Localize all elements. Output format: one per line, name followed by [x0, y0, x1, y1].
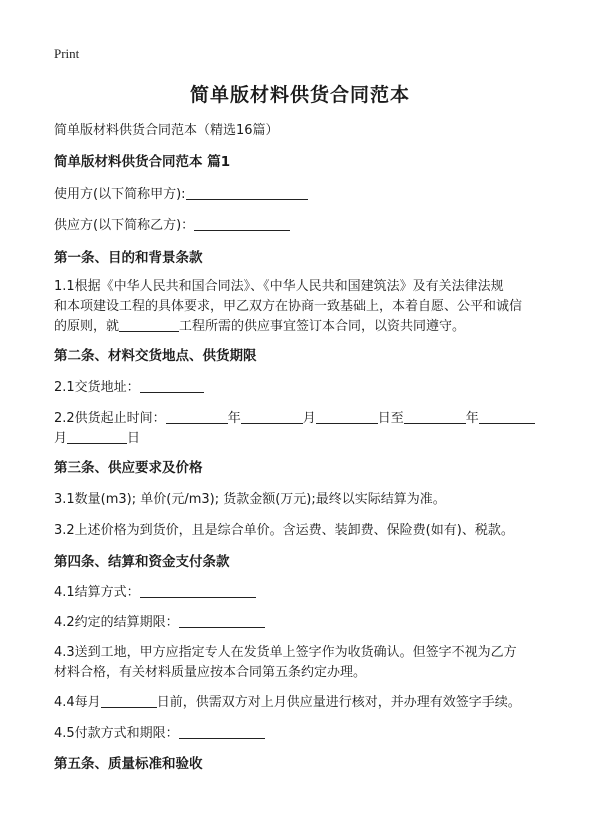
supply-period-line	[54, 408, 550, 429]
article1-line3-suffix: 工程所需的供应事宜签订本合同，以资共同遵守。	[179, 319, 466, 334]
payment-terms-label: 4.5付款方式和期限：	[54, 726, 179, 741]
monthly-check-prefix: 4.4每月	[54, 695, 101, 710]
section-title: 简单版材料供货合同范本 篇1	[54, 154, 231, 170]
article4-p3-line2: 材料合格，有关材料质量应按本合同第五条约定办理。	[54, 665, 367, 680]
article1-line3	[54, 316, 550, 337]
payment-terms-line	[54, 723, 550, 744]
delivery-place-blank	[140, 378, 204, 393]
monthly-day-blank	[101, 693, 157, 708]
supply-period-line2	[54, 428, 550, 449]
article2-heading: 第二条、材料交货地点、供货期限	[54, 348, 257, 364]
article1-line1: 1.1根据《中华人民共和国合同法》、《中华人民共和国建筑法》及有关法律法规	[54, 279, 504, 294]
party-a-label: 使用方(以下简称甲方):	[54, 187, 186, 202]
article1-heading: 第一条、目的和背景条款	[54, 250, 203, 266]
delivery-place-line	[54, 377, 550, 398]
year-label: 年	[227, 411, 241, 426]
month-label: 月	[302, 411, 316, 426]
party-a-blank	[186, 185, 308, 200]
article1-line2: 和本项建设工程的具体要求，甲乙双方在协商一致基础上，本着自愿、公平和诚信	[54, 299, 523, 314]
monthly-check-suffix: 日前，供需双方对上月供应量进行核对，并办理有效签字手续。	[156, 695, 521, 710]
project-name-blank	[119, 317, 179, 332]
party-b-label: 供应方(以下简称乙方)：	[54, 218, 195, 233]
party-b-line	[54, 215, 550, 236]
payment-terms-blank	[179, 724, 265, 739]
end-day-blank	[67, 429, 127, 444]
article3-heading: 第三条、供应要求及价格	[54, 460, 203, 476]
start-year-blank	[166, 409, 228, 424]
article3-p1: 3.1数量(m3); 单价(元/m3); 货款金额(万元);最终以实际结算为准。	[54, 492, 446, 507]
delivery-place-label: 2.1交货地址：	[54, 380, 140, 395]
settlement-method-label: 4.1结算方式：	[54, 585, 140, 600]
start-month-blank	[241, 409, 303, 424]
document-title: 简单版材料供货合同范本	[189, 84, 410, 106]
end-month-blank-a	[479, 409, 535, 424]
party-a-line	[54, 184, 550, 205]
monthly-check-line	[54, 692, 550, 713]
end-month-label: 月	[54, 431, 68, 446]
supply-period-label: 2.2供货起止时间：	[54, 411, 166, 426]
article4-p3-line1: 4.3送到工地，甲方应指定专人在发货单上签字作为收货确认。但签字不视为乙方	[54, 645, 517, 660]
article4-heading: 第四条、结算和资金支付条款	[54, 554, 230, 570]
article5-heading: 第五条、质量标准和验收	[54, 756, 203, 772]
settlement-period-line	[54, 612, 550, 633]
end-year-blank	[404, 409, 466, 424]
settlement-period-label: 4.2约定的结算期限：	[54, 615, 179, 630]
print-link[interactable]: Print	[54, 46, 80, 61]
day-to-label: 日至	[377, 411, 404, 426]
settlement-method-blank	[140, 583, 256, 598]
article3-p2: 3.2上述价格为到货价，且是综合单价。含运费、装卸费、保险费(如有)、税款。	[54, 523, 514, 538]
settlement-period-blank	[179, 613, 265, 628]
document-subtitle: 简单版材料供货合同范本（精选16篇）	[54, 123, 279, 138]
end-day-label: 日	[127, 431, 141, 446]
party-b-blank	[194, 216, 290, 231]
end-year-label: 年	[465, 411, 479, 426]
article1-line3-prefix: 的原则，就	[54, 319, 120, 334]
start-day-blank	[316, 409, 378, 424]
settlement-method-line	[54, 582, 550, 603]
